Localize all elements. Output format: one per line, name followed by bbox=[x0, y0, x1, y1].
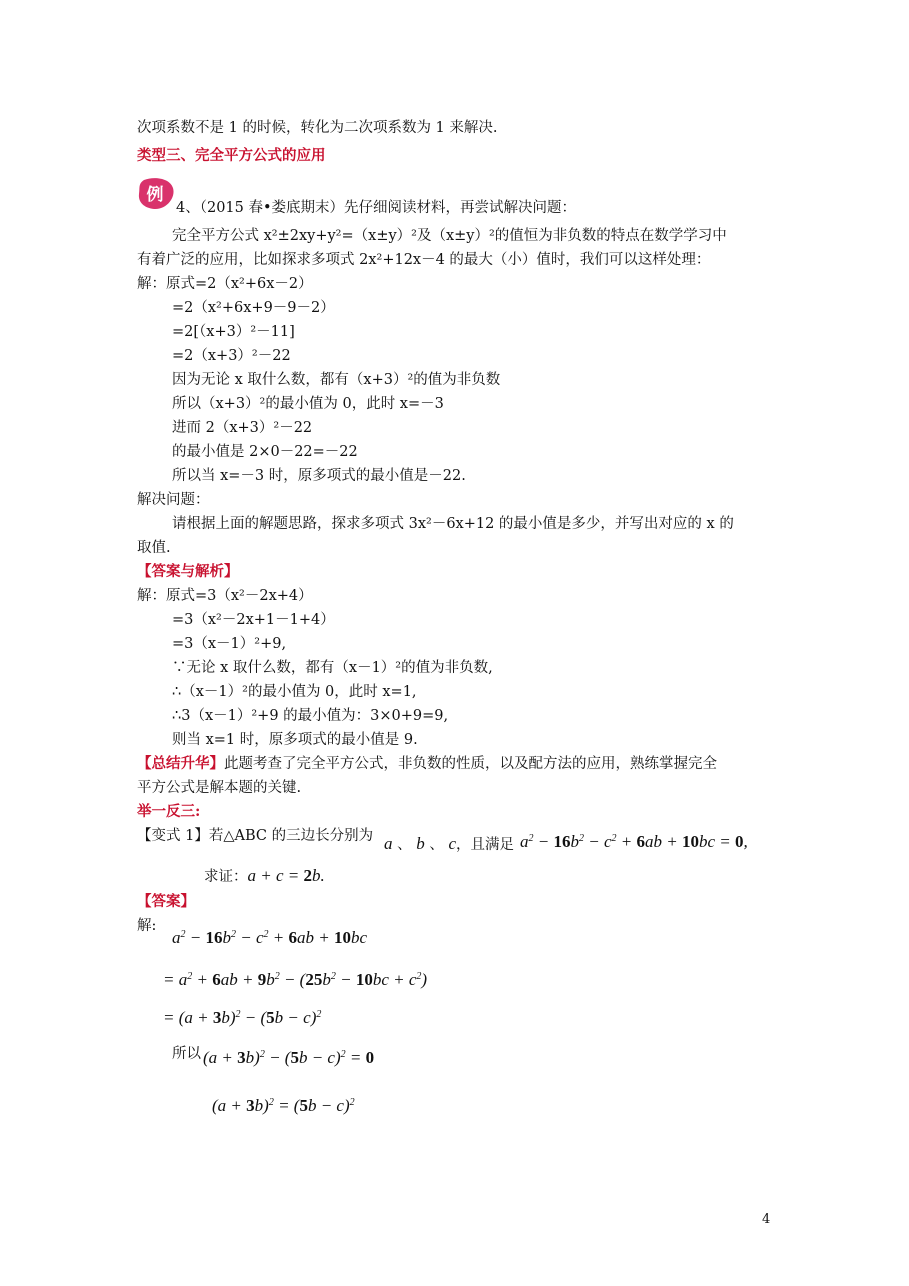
answer-step: =3（x－1）²+9, bbox=[172, 636, 287, 652]
text-line: 完全平方公式 x²±2xy+y²=（x±y）²及（x±y）²的值恒为非负数的特点在数学学习中 bbox=[172, 228, 727, 244]
solution-step: 所以（x+3）²的最小值为 0，此时 x=－3 bbox=[172, 396, 444, 412]
equation-line: = $(a + 3b)^2 - (5b - c)^2$ bbox=[163, 1008, 322, 1027]
answer-step: ∴3（x－1）²+9 的最小值为：3×0+9=9, bbox=[172, 708, 449, 724]
condition-equation: $a^2 - 16b^2 - c^2 + 6ab + 10bc = 0$, bbox=[520, 832, 748, 851]
example-badge-icon bbox=[136, 176, 176, 212]
equation-line: = $a^2 + 6ab + 9b^2 - (25b^2 - 10bc + c^2)$ bbox=[163, 970, 428, 989]
answer-step: ∵无论 x 取什么数，都有（x－1）²的值为非负数, bbox=[172, 660, 493, 676]
answer-label: 【答案与解析】 bbox=[137, 563, 239, 580]
answer2-jie: 解: bbox=[137, 918, 157, 934]
answer2-label: 【答案】 bbox=[137, 893, 195, 910]
text-line: 次项系数不是 1 的时候，转化为二次项系数为 1 来解决. bbox=[137, 120, 498, 136]
practice-label: 举一反三: bbox=[137, 803, 201, 820]
solution-step: =2[（x+3）²－11] bbox=[172, 324, 295, 340]
equation-line: $a^2 - 16b^2 - c^2 + 6ab + 10bc$ bbox=[172, 928, 368, 947]
solution-step: 因为无论 x 取什么数，都有（x+3）²的值为非负数 bbox=[172, 372, 501, 388]
text-line: 取值. bbox=[137, 540, 171, 556]
answer-step: =3（x²－2x+1－1+4） bbox=[172, 612, 335, 628]
var-c: c bbox=[448, 834, 456, 853]
variant-text: 若△ABC 的三边长分别为 bbox=[208, 828, 374, 844]
prove-label: 求证： bbox=[204, 869, 248, 885]
summary-line bbox=[137, 754, 717, 774]
variant-label: 【变式 1】 bbox=[137, 828, 209, 844]
text-line: 解决问题： bbox=[137, 492, 210, 508]
separator: 、 bbox=[397, 837, 412, 853]
condition-text: ，且满足 bbox=[455, 837, 514, 853]
var-a: a bbox=[384, 834, 393, 853]
solution-step: 解：原式=2（x²+6x－2） bbox=[137, 276, 313, 292]
summary-label: 【总结升华】 bbox=[137, 755, 224, 772]
text-line: 有着广泛的应用，比如探求多项式 2x²+12x－4 的最大（小）值时，我们可以这样处理： bbox=[137, 252, 711, 268]
suoyi-label: 所以 bbox=[172, 1046, 201, 1062]
badge-char: 例 bbox=[146, 185, 164, 205]
solution-step: =2（x+3）²－22 bbox=[172, 348, 291, 364]
summary-text: 此题考查了完全平方公式，非负数的性质，以及配方法的应用，熟练掌握完全 bbox=[224, 756, 717, 772]
variant-label-line bbox=[137, 826, 373, 846]
prove-equation: a + c = 2b. bbox=[247, 866, 325, 885]
equation-line: $(a + 3b)^2 = (5b - c)^2$ bbox=[212, 1096, 355, 1115]
prove-line bbox=[204, 866, 325, 887]
var-b: b bbox=[416, 834, 425, 853]
separator: 、 bbox=[429, 837, 444, 853]
section-heading: 类型三、完全平方公式的应用 bbox=[137, 147, 326, 164]
answer-step: ∴（x－1）²的最小值为 0，此时 x=1, bbox=[172, 684, 417, 700]
example-title: 4、（2015 春•娄底期末）先仔细阅读材料，再尝试解决问题： bbox=[176, 200, 577, 216]
page-number: 4 bbox=[762, 1212, 771, 1227]
solution-step: =2（x²+6x+9－9－2） bbox=[172, 300, 335, 316]
text-line: 平方公式是解本题的关键. bbox=[137, 780, 302, 796]
solution-step: 的最小值是 2×0－22=－22 bbox=[172, 444, 358, 460]
answer-step: 则当 x=1 时，原多项式的最小值是 9. bbox=[172, 732, 418, 748]
answer-step: 解：原式=3（x²－2x+4） bbox=[137, 588, 313, 604]
equation-line: $(a + 3b)^2 - (5b - c)^2 = 0$ bbox=[203, 1048, 375, 1067]
solution-step: 所以当 x=－3 时，原多项式的最小值是－22. bbox=[172, 468, 466, 484]
variant-vars bbox=[384, 834, 514, 855]
solution-step: 进而 2（x+3）²－22 bbox=[172, 420, 313, 436]
text-line: 请根据上面的解题思路，探求多项式 3x²－6x+12 的最小值是多少，并写出对应的 x 的 bbox=[172, 516, 734, 532]
